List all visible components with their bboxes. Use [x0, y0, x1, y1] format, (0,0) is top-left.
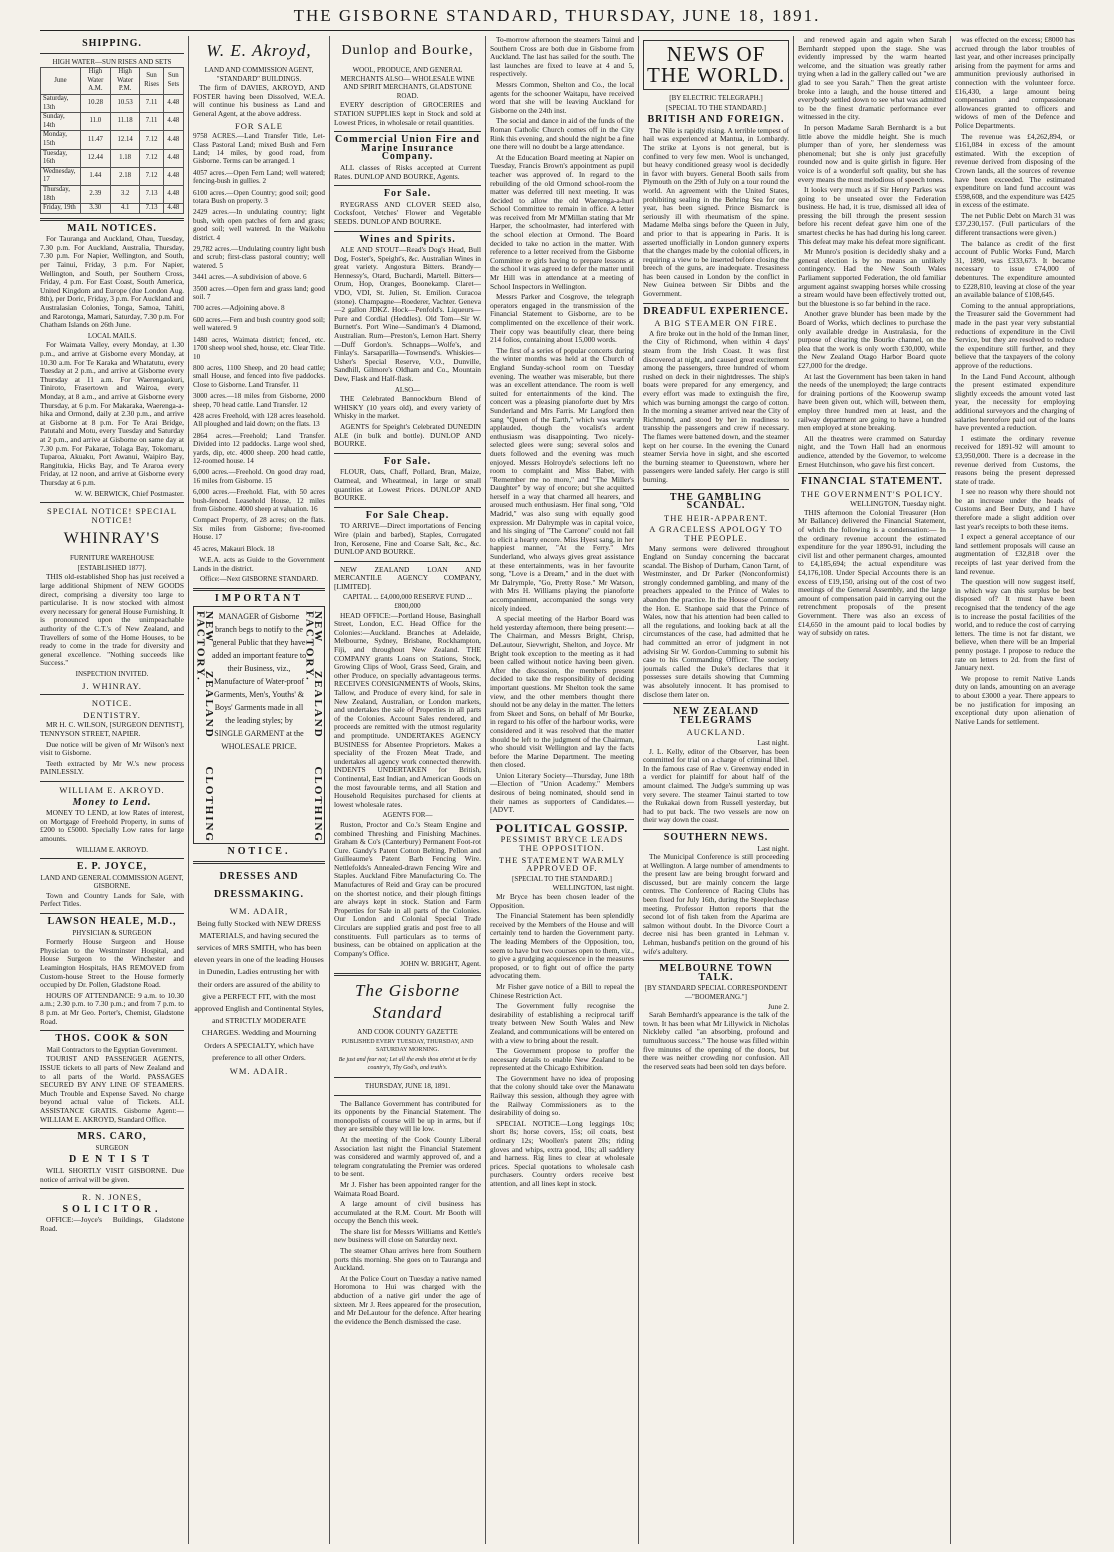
melbourne-paragraph: and renewed again and again when Sarah Bernhardt stepped upon the stage. She was evidently impressed by the warm hearted welcome, and the situation was greatly rather trying when a lad in the gallery called out "we are glad to see you Sarah." Then the great artiste broke into a laugh, and the house tittered and everybody settled down to see what was admitted to be the finest dramatic performance ever witnessed in the city.: [798, 36, 946, 122]
tide-cell: Saturday, 13th: [41, 94, 81, 112]
news-paragraph: The social and dance in aid of the funds of the Roman Catholic Church comes off in the City Rink this evening, and should the night be a fine one there will no doubt be a large attendance.: [490, 116, 634, 152]
melbourne-dateline: June 2.: [768, 1001, 789, 1011]
melbourne-heading: MELBOURNE TOWN TALK.: [659, 963, 773, 983]
sale-item: 6,000 acres.—Freehold. Flat, with 50 acres bush-fenced. Leasehold House, 12 miles from Gisborne. 4000 sheep at valuation. 16: [193, 488, 325, 513]
cook-text: TOURIST AND PASSENGER AGENTS, ISSUE tickets to all parts of New Zealand and to all parts of the World. PASSAGES SECURED BY ANY LINE OF STEAMERS. Much Trouble and Expense Saved. No charge beyond actual value of Tickets. ALL ASSISTANCE GRATIS. Gisborne Agent:—WILLIAM E. AKROYD, Standard Office.: [40, 1054, 184, 1124]
sale-item: 29,782 acres.—Undulating country light bush and scrub; first-class pastoral country; well watered. 5: [193, 245, 325, 270]
wines-text: ALE AND STOUT—Read's Dog's Head, Bull Dog, Foster's, Speight's, &c. Australian Wines in great variety. Angostura Bitters. Brandy—Hennessy's, Otard, Buchardi, Martell. Bitters—Orum, Hop, Oranges, Boonekamp. Claret—VDO, VDI, St. Julien, St. Emilion. Curacoa (stone). Champagne—Roederer, Vachter. Geneva—2 gallon JDKZ. Hock—Penfold's. Liqueurs—Pure and Cordial (Heddles). Old Tom—Sir W. Burnett's. Port Wine—Sandiman's 4 Diamond, Australian. Rum—Preston's, Lemon Hart. Sherry—Duff Gordon's. Schnapps—Wolfe's, and Finlay's. Sarsaparilla—Townsend's. Whiskies—Usher's Special Reserve, V.O., Dunville, Sandhill, Gilmore's Oldham and Co., Mountain Dew, Flask and Half-flask.: [334, 245, 481, 383]
for-sale-heading: For Sale.: [383, 188, 432, 200]
sale-item: Compact Property, of 28 acres; on the flats. Six miles from Gisborne; five-roomed House. 17: [193, 516, 325, 542]
dunlop-text: EVERY description of GROCERIES and STATION SUPPLIES kept in Stock and sold at Lowest Prices, in wholesale or retail quantities.: [334, 100, 481, 127]
tide-cell: Wednesday, 17: [41, 167, 81, 185]
tide-cell: 7.12: [140, 149, 163, 167]
adair-heading: WM. ADAIR,: [229, 906, 289, 916]
tide-cell: 7.11: [140, 94, 163, 112]
column-rule: [793, 36, 794, 1544]
sale-item: 700 acres.—Adjoining above. 8: [193, 304, 285, 313]
financial-paragraph: was effected on the excess; £8000 has accrued through the labor troubles of last year, and other increases principally arising from the payment for arms and ammunition previously authorised in connection with the volunteer force. £16,430, a large amount being compensation and compassionate allowances granted to officers and widows of men of the Defence and Police Departments.: [955, 36, 1075, 130]
dunlop-heading: Dunlop and Bourke,: [341, 43, 474, 58]
news-of-the-world-heading: NEWS OF THE WORLD.: [643, 40, 789, 90]
jones-heading: R. N. JONES,: [82, 1192, 142, 1203]
political-subheading: PESSIMIST BRYCE LEADS THE OPPOSITION.: [500, 834, 624, 854]
column-6: [798, 36, 946, 1544]
akroyd-heading: W. E. Akroyd,: [206, 41, 312, 60]
cook-subheading: Mail Contractors to the Egyptian Government.: [46, 1045, 178, 1054]
financial-paragraph: We propose to remit Native Lands duty on lands, amounting on an average to about £3000 a year. There appears to be no justification for imposing an exceptional duty upon alienation of Native Lands for settlement.: [955, 673, 1075, 726]
gambling-text: Many sermons were delivered throughout England on Sunday concerning the baccarat scandal. The Bishop of Durham, Canon Tarnt, of Westminster, and Dr Parker (Nonconformist) strongly condemned gambling, and many of the preachers appealed to the Prince of Wales to abandon the practice. In the House of Commons the Hon. E. Stanhope said that the Prince of Wales, now that his attention had been called to all the regulations, and looking back at all the circumstances of the case, had admitted that he had committed an error of judgment in not advising Sir W. Gordon-Cumming to submit his case to his Commanding Officer. The society journals called the Duke's declares that it possesses sure details showing that Cumming was absolutely innocent. It has promised to disclose them later on.: [643, 543, 789, 699]
leader-paragraph: A large amount of civil business has accumulated at the R.M. Court. Mr Booth will occupy the Bench this week.: [334, 1199, 481, 1226]
tide-cell: 4.48: [163, 131, 183, 149]
melbourne-text: Sarah Bernhardt's appearance is the talk of the town. It has been what Mr Lillywick in Nicholas Nickleby called "an absorbing, profound and tumultuous success." The house was filled within five minutes of the opening of the doors, but there was neither crowding nor confusion. All the reserved seats had been sold ten days before.: [643, 1010, 789, 1071]
commercial-text: ALL classes of Risks accepted at Current Rates. DUNLOP AND BOURKE, Agents.: [334, 162, 481, 181]
clothing-factory-text: MANAGER of Gisborne branch begs to notify to the general Public that they have added an important feature to their Business, viz., Manufacture of Water-proof Garments, Men's, Youths' & Boys' Garments made in all the leading styles; by SINGLE GARMENT at the WHOLESALE PRICE.: [211, 612, 307, 752]
tide-header-cell: High Water A.M.: [80, 68, 110, 95]
column-rule: [950, 36, 951, 1544]
heale-subheading: PHYSICIAN & SURGEON: [72, 928, 152, 937]
political-heading: POLITICAL GOSSIP.: [495, 820, 629, 835]
sale-item: 4057 acres.—Open Fern Land; well watered; fencing-bush in gullies. 2: [193, 168, 325, 186]
news-source: [BY ELECTRIC TELEGRAPH.]: [669, 94, 763, 102]
tide-cell: 3.2: [110, 185, 140, 203]
akroyd-name: WILLIAM E. AKROYD.: [59, 784, 165, 795]
for-sale-cheap-heading: For Sale Cheap.: [365, 509, 450, 521]
financial-paragraph: The revenue was £4,262,894, or £161,084 in excess of the amount estimated. With the exception of revenue derived from disposing of the Crown lands, all the sources of revenue have been exceeded. The estimated expenditure on land fund account was £598,608, and the expenditure was £425 in excess of the estimate.: [955, 131, 1075, 210]
leader-paragraph: Mr J. Fisher has been appointed ranger for the Waimata Road Board.: [334, 1179, 481, 1198]
political-paragraph: Mr Bryce has been chosen leader of the Opposition.: [490, 892, 634, 910]
joyce-subheading: LAND AND GENERAL COMMISSION AGENT, GISBORNE.: [40, 873, 184, 891]
column-rule: [638, 36, 639, 1544]
commercial-heading: Commercial Union Fire and Marine Insurance Company.: [335, 134, 480, 163]
tide-cell: 4.48: [163, 94, 183, 112]
tide-table: [40, 67, 184, 214]
melbourne-paragraph: Mr Munro's position is decidedly shaky and a general election is by no means an unlikely contingency. Had the New South Wales Parliament supported Federation, the old familiar argument against swapping horses while crossing a stream would have been effectively trotted out, but the bluestone is so far behind in the race.: [798, 247, 946, 308]
whinray-text: THIS old-established Shop has just received a large additional Shipment of NEW GOODS direct, comprising a diversity too large to particularise. It is now stocked with almost every necessary for general House Furnishing. It is pronounced upon the unimpeachable authority of the C.T.'s of New Zealand, and Travellers of some of the Home Houses, to be ready to come in the trade for diversity and general excellence. "Nothing succeeds like Success.": [40, 572, 184, 668]
for-sale-heading: FOR SALE: [235, 120, 283, 131]
financial-paragraph: I estimate the ordinary revenue received for 1891-92 will amount to £3,950,000. There is a decrease in the revenue derived from Customs, the reasons being the present depressed state of trade.: [955, 433, 1075, 486]
sale-item: 6,000 acres.—Freehold. On good dray road, 16 miles from Gisborne. 15: [193, 468, 325, 485]
financial-paragraph: Coming to the annual appropriations, the Treasurer said the Government had made in the past year very substantial reductions of expenditure in the Civil Service, but they are resolved to reduce the expenditure still further, and they believe that the taxpayers of the colony approve of the reductions.: [955, 300, 1075, 370]
heale-heading: LAWSON HEALE, M.D.,: [47, 916, 177, 928]
jones-subheading: SOLICITOR.: [62, 1203, 162, 1215]
wilson-heading: MR H. C. WILSON, [SURGEON DENTIST], TENNYSON STREET, NAPIER.: [40, 720, 184, 738]
political-dateline: WELLINGTON, last night.: [552, 883, 634, 893]
financial-dateline: WELLINGTON, Tuesday night.: [850, 499, 946, 509]
leader-paragraph: At the Police Court on Tuesday a native named Horomona to Hui was charged with the abduction of a native girl under the age of sixteen. Mr J. Rees appeared for the prosecution, and Mr DeLautour for the defence. After hearing the evidence the Bench dismissed the case.: [334, 1273, 481, 1326]
money-text: MONEY TO LEND, at low Rates of interest, on Mortgage of Freehold Property, in sums of £200 to £5000. Specially Low rates for large amounts.: [40, 808, 184, 843]
tide-row: [41, 185, 184, 203]
tide-cell: 4.48: [163, 204, 183, 214]
caro-subheading: SURGEON: [95, 1143, 129, 1152]
special-notice-heading: SPECIAL NOTICE! SPECIAL NOTICE!: [47, 506, 177, 525]
teeth-text: Teeth extracted by Mr W.'s new process PAINLESSLY.: [40, 758, 184, 777]
melbourne-paragraph: All the theatres were crammed on Saturday night, and the Town Hall had an enormous audience, attended by the Governor, to welcome Ernest Hutchinson, who gave his first concert.: [798, 433, 946, 469]
news-source: [SPECIAL TO THE STANDARD.]: [666, 103, 766, 112]
caro-heading: MRS. CARO,: [77, 1131, 147, 1143]
news-paragraph: The first of a series of popular concerts during the winter months was held at the Church of England Sunday-school room on Tuesday evening. The weather was miserable, but there was an excellent attendance. The room is well suited for entertainments of the kind. The concert was a pleasing pianoforte duet by Mrs Sunderland and Mrs Farris. Mr Langford then sang "Queen of the Earth," which was warmly applauded, though the vocalist's ardent enthusiasm was disappointing. Two nicely-selected glees were sung; several solos and duets followed and the evening was much enjoyed. Messrs Holroyde's selections left no room to complaint and Miss Baber, with "Remember me no more," and "The Miller's Daughter" by way of encore; but she acquitted herself in a way that charmed all hearers, and aroused much enthusiasm. Her final song, "Old Madrid," was also sung with equally good expression. Mr Dalrymple was in capital voice, and his singing of "The Carrone" could not fail to elicit a hearty encore. Miss Hyest sang, in her happiest manner, "At the Ferry." Mrs Sunderland, who always gives great assistance at these entertainments, was in her favourite song, "Love is a Dream," and in the duet with Mr Dalrymple, "Go, Pretty Rose." Mr Watson, with Mrs H. Williams playing the pianoforte accompaniment, accompanied the songs very nicely indeed.: [490, 345, 634, 613]
mail-notices-heading: MAIL NOTICES.: [67, 222, 157, 234]
money-heading: Money to Lend.: [72, 796, 152, 808]
financial-paragraph: The question will now suggest itself, in which way can this surplus be best disposed of? It must have been recognised that the tendency of the age is to increase the postal facilities of the world, and to reduce the cost of carrying letters. The time is not far distant, we believe, when there will be an Imperial penny postage. I propose to reduce the rate on letters to 2d. from the first of January next.: [955, 577, 1075, 673]
tide-row: [41, 149, 184, 167]
inspection-invited: INSPECTION INVITED.: [75, 670, 149, 678]
financial-paragraph: The balance as credit of the first account of Public Works Fund, March 31, 1890, was £333,673. It became necessary to issue £74,000 of debentures. The expenditure amounted to £228,810, leaving at close of the year an available balance of £108,645.: [955, 238, 1075, 300]
tide-cell: Friday, 19th: [41, 204, 81, 214]
southern-dateline: Last night.: [757, 843, 789, 853]
gambling-subheading: THE HEIR-APPARENT.: [664, 512, 768, 523]
southern-news-heading: SOUTHERN NEWS.: [663, 831, 769, 843]
sale-item: 428 acres Freehold, with 128 acres leasehold. All ploughed and laid down; on the flats. 13: [193, 411, 325, 429]
wilson-text: Due notice will be given of Mr Wilson's next visit to Gisborne.: [40, 739, 184, 758]
jones-text: OFFICE:—Joyce's Buildings, Gladstone Road.: [40, 1215, 184, 1233]
local-mails-text: For Waimata Valley, every Monday, at 1.30 p.m., and arrive at Gisborne every Monday, at 10.30 a.m. For Te Karaka and Whatatutu, every Tuesday at 2 p.m., and arrive at Gisborne every Thursday at 11 a.m. For Waerengaokuri, Tiniroto, Frasertown and Wairoa, every Monday, at 8 a.m., and arrive at Gisborne every Thursday, at 6 p.m. For Makaraka, Waerenga-a-hika and Ormond, daily at 2.30 p.m., and arrive at Gisborne at 8 p.m. For Te Arai Bridge, Patutahi and Motu, every Tuesday and Saturday at 2 p.m., and arrive at Gisborne on same day at 7.30 p.m. For Pakarae, Tolaga Bay, Tokomaru, Tuparoa, Akuaku, Port Awanui, Waipiro Bay, Rangitukia, Hicks Bay, and Te Araroa every Friday, at 12 noon, and arrive at Gisborne every Thursday at 6 p.m.: [40, 340, 184, 487]
financial-paragraph: The net Public Debt on March 31 was £37,230,157. (Full particulars of the different transactions were given.): [955, 210, 1075, 238]
clothing-factory-ad: [193, 606, 325, 844]
paper-date: THURSDAY, JUNE 18, 1891.: [364, 1081, 451, 1090]
column-7: [955, 36, 1075, 1544]
financial-subheading: THE GOVERNMENT'S POLICY.: [800, 488, 944, 499]
paper-motto: Be just and fear not; Let all the ends thou aim'st at be thy country's, Thy God's, and truth's.: [338, 1056, 477, 1072]
financial-paragraph: I see no reason why there should not be an increase under the heads of Customs and Beer Duty, and I have therefore made a slight addition over last year's receipts to both these items.: [955, 487, 1075, 531]
tide-row: [41, 131, 184, 149]
nzloan-text: HEAD OFFICE:—Portland House, Basinghall Street, London, E.C. Head Office for the Colonies:—Auckland. Branches at Adelaide, Melbourne, Sydney, Brisbane, Rockhampton, Fiji, and throughout New Zealand. THE COMPANY grants Loans on Stations, Stock, Growing Clips of Wool, Grass Seed, Grain, and other Produce, on specially advantageous terms. RECEIVES CONSIGNMENTS of Wools, Skins, Tallow, and Produce of every kind, for sale in New Zealand, Australian, or London markets, and undertakes the sale of Properties in all parts of the Colonies. Account Sales rendered, and proceeds are remitted with the utmost regularity and promptitude. UNDERTAKES AGENCY BUSINESS for Absentee Proprietors. Makes a speciality of the Frozen Meat Trade, and undertakes all agency work connected therewith. INDENTS UNDERTAKEN for British, Continental, East Indian, and American Goods on the most favourable terms, and all Station and Household Requisites purchased for clients at lowest wholesale rates.: [334, 610, 481, 809]
political-paragraph: The Government have no idea of proposing that the colony should take over the Manawatu Railway this session, although they agree with the Railway Commissioners as to the desirability of doing so.: [490, 1073, 634, 1118]
column-3: [334, 36, 481, 1544]
tide-cell: 7.13: [140, 204, 163, 214]
dreadful-subheading: A BIG STEAMER ON FIRE.: [654, 318, 778, 329]
paper-subtitle: AND COOK COUNTY GAZETTE: [357, 1028, 458, 1036]
tide-table-title: HIGH WATER—SUN RISES AND SETS: [52, 57, 172, 66]
tide-cell: 2.39: [80, 185, 110, 203]
bright-signature: JOHN W. BRIGHT, Agent.: [400, 959, 481, 969]
southern-text: The Municipal Conference is still proceeding at Wellington. A large number of amendments to the present law are being brought forward and discussed, but are mainly concern the large centres. The Conference of Racing Clubs has been fixed for July 16th, during the Steeplechase meeting. Professor Hutton reports that the second lot of fish taken from the Aparima are salmon without doubt. In the Divorce Court a decree nisi has been granted in Lehman v. Lehman, husband's petition on the ground of his wife's adultery.: [643, 852, 789, 956]
tide-cell: 11.0: [80, 113, 110, 131]
tide-cell: 7.11: [140, 113, 163, 131]
auckland-dateline: Last night.: [757, 737, 789, 747]
notice2-heading: NOTICE.: [227, 846, 291, 858]
column-rule: [329, 36, 330, 1544]
tide-cell: 10.28: [80, 94, 110, 112]
mail-notices-text: For Tauranga and Auckland, Ohau, Tuesday, 7.30 p.m. For Auckland, Australia, Thursday, 7.30 p.m. For Napier, Wellington, and South, per Tainui, Friday, 3 p.m. For Napier, Wellington, and South, per Southern Cross, Friday, 4 p.m. For East Coast, South America, United Kingdom and Europe (due London Aug. 8th), per Doric, Friday, 3 p.m. For Auckland and Australasian Colonies, Tonga, Samoa, Tahiti, and Rarotonga, Mamari, Saturday, 7.30 p.m. For Chatham Islands on 26th June.: [40, 234, 184, 330]
tide-header-cell: High Water P.M.: [110, 68, 140, 95]
tide-cell: 1.44: [80, 167, 110, 185]
melbourne-paragraph: At last the Government has been taken in hand the needs of the unemployed; the large contracts for draining portions of the Koowerup swamp have been given out, which will, between them, employ three hundred men at least, and the railway department are going to have a hundred men employed at stone breaking.: [798, 371, 946, 433]
tide-row: [41, 167, 184, 185]
news-paragraph: At the Education Board meeting at Napier on Tuesday, Francis Brown's appointment as pupil teacher was approved of. In regard to the rebuilding of the old Ormond school-room the matter was deferred till next meeting. It was decided to allow the old Waerenga-a-huri School Committee to remain in office. A letter was received from Mr M'Millan stating that Mr Harper, the schoolmaster, had interfered with the school election at Ormond. The Board decided to take no action in the matter. With reference to a letter received from the Gisborne Committee re girls having to prepare lessons at the school it was agreed to defer the matter until Mr Hill was in attendance at a meeting of School Inspectors in Wellington.: [490, 152, 634, 291]
sale-item: 3000 acres.—18 miles from Gisborne, 2000 sheep, 70 head cattle. Land Transfer. 12: [193, 392, 325, 409]
political-paragraph: The Government propose to proffer the necessary details to enable New Zealand to be represented at the Chicago Exhibition.: [490, 1046, 634, 1073]
tide-cell: 7.12: [140, 131, 163, 149]
akroyd-subheading: LAND AND COMMISSION AGENT, "STANDARD" BUILDINGS.: [204, 66, 314, 83]
tide-cell: 1.18: [110, 149, 140, 167]
masthead: THE GISBORNE STANDARD, THURSDAY, JUNE 18, 1891.: [293, 6, 821, 25]
news-paragraph: Messrs Parker and Cosgrove, the telegraph operators engaged in the transmission of the Financial Statement to Gisborne, are to be complimented on the excellence of their work. Their copy was beautifully clear, there being 214 folios, containing about 15,000 words.: [490, 292, 634, 345]
dreadful-text: A fire broke out in the hold of the Inman liner, the City of Richmond, when within 4 days' steam from the Irish Coast. It was first discovered at night, and caused great excitement among the passengers, three hundred of whom rushed on deck in their nightdresses. The ship's boats were prepared for any emergency, and every effort was made to extinguish the fire, which was burning amongst the cargo of cotton. In the morning a steamer arrived near the City of Richmond, and stood by her in readiness to transship the passengers and crew if necessary. The flames were battened down, and the steamer kept on her course. In the evening the Cunard steamer Servia hove in sight, and she escorted the burning steamer to Queenstown, where her passengers were landed safely. Her cargo is still burning.: [643, 328, 789, 484]
speight-text: AGENTS for Speight's Celebrated DUNEDIN ALE (in bulk and bottle). DUNLOP AND BOURKE.: [334, 421, 481, 449]
auckland-text: J. L. Kelly, editor of the Observer, has been committed for trial on a charge of criminal libel. In the famous case of Rae v. Greenway ended in a verdict for plaintiff for about half of the amount claimed. The Judge's summing up was very severe. The steamer Tainui started to tow the Rukakai down from Russell yesterday, but had to put back. The two vessels are now on their way down the coast.: [643, 746, 789, 825]
clothing-factory-label-right: NEW ZEALAND CLOTHING FACTORY.: [303, 611, 324, 844]
nzloan-capital: CAPITAL ... £4,000,000 RESERVE FUND ... £800,000: [342, 593, 473, 611]
bannockburn-text: THE Celebrated Bannockburn Blend of WHISKY (10 years old), and every variety of Whisky in the market.: [334, 394, 481, 421]
gambling-subheading-2: A GRACELESS APOLOGY TO THE PEOPLE.: [649, 524, 783, 543]
postmaster-signature: W. W. BERWICK, Chief Postmaster.: [74, 488, 184, 498]
gambling-heading: THE GAMBLING SCANDAL.: [669, 491, 763, 512]
tide-cell: Monday, 15th: [41, 131, 81, 149]
ryegrass-text: RYEGRASS AND CLOVER SEED also, Cocksfoot, Vetches' Flower and Vegetable SEEDS. DUNLOP AND BOURKE.: [334, 199, 481, 226]
akroyd-text: The firm of DAVIES, AKROYD, AND FOSTER having been Dissolved, W.E.A. will continue his business as Land and General Agent, at the above address.: [193, 83, 325, 118]
column-5: [643, 36, 789, 1544]
joyce-heading: E. P. JOYCE,: [76, 861, 148, 873]
tide-cell: 2.18: [110, 167, 140, 185]
melbourne-paragraph: In person Madame Sarah Bernhardt is a but little above the middle height. She is much plumper than of yore, her slenderness was phenomenal; but she is only just gracefully rounded now and is quite girlish in figure. Her voice is of a wonderful soft quality, but she has every means the most melodious of speech tones.: [798, 122, 946, 184]
financial-paragraph: In the Land Fund Account, although the present estimated expenditure slightly exceeds the amount voted last year, the necessity for employing additional surveyors and the charging of salaries heretofore paid out of the loans have prevented a reduction.: [955, 371, 1075, 433]
financial-text: THIS afternoon the Colonial Treasurer (Hon Mr Ballance) delivered the Financial Statement, of which the following is a condensation:— In the ordinary revenue account the estimated expenditure for the year 1890-91, including the civil list and other permanent charges, amounted to £4,185,694; the actual expenditure was £4,176,108. Under Special Accounts there is an excess of £19,150, arising out of the cost of two meetings of the General Assembly, and the large amount of compensation paid in carrying out the retrenchment proposals of the present Government. There was also an excess of £14,650 in the amount paid to local bodies by way of subsidy on rates.: [798, 507, 946, 638]
political-subheading: THE STATEMENT WARMLY APPROVED OF.: [498, 854, 626, 874]
adair-signature: WM. ADAIR.: [229, 1066, 289, 1077]
paper-publication: PUBLISHED EVERY TUESDAY, THURSDAY, AND SATURDAY MORNING.: [341, 1038, 474, 1054]
cheap-text: TO ARRIVE—Direct importations of Fencing Wire (plain and barbed), Staples, Corrugated Iron, Kerosene, Fine and Coarse Salt, &c., &c. DUNLOP AND BOURKE.: [334, 521, 481, 557]
guide-text: W.E.A. acts as Guide to the Government Lands in the district.: [193, 555, 325, 573]
tide-cell: 4.48: [163, 167, 183, 185]
melbourne-source: [BY STANDARD SPECIAL CORRESPONDENT—"BOOMERANG."]: [644, 984, 788, 1001]
tide-cell: 4.48: [163, 185, 183, 203]
leader-paragraph: The share list for Messrs Williams and Kettle's new business will close on Saturday next.: [334, 1226, 481, 1245]
tide-cell: 11.47: [80, 131, 110, 149]
tide-cell: 10.53: [110, 94, 140, 112]
column-rule: [188, 36, 189, 1544]
local-mails-heading: LOCAL MAILS.: [87, 331, 137, 340]
clothing-factory-label-left: NEW ZEALAND CLOTHING FACTORY.: [194, 611, 216, 844]
column-rule: [485, 36, 486, 1544]
tide-cell: Thursday, 18th: [41, 185, 81, 203]
also-label: ALSO—: [394, 385, 421, 394]
sale-item: 3500 acres.—Open fern and grass land; good soil. 7: [193, 284, 325, 302]
auckland-heading: AUCKLAND.: [686, 727, 746, 738]
sale-item: 3441 acres.—A subdivision of above. 6: [193, 273, 307, 282]
tide-row: [41, 113, 184, 131]
news-paragraph: To-morrow afternoon the steamers Tainui and Southern Cross are both due in Gisborne from Auckland. The last has sailed for the south. The last launches are fixed to leave at 4 and 5, respectively.: [490, 36, 634, 79]
tide-cell: Sunday, 14th: [41, 113, 81, 131]
sale-item: 600 acres.—Fern and bush country good soil; well watered. 9: [193, 315, 325, 333]
leader-paragraph: The steamer Ohau arrives here from Southern ports this morning. She goes on to Tauranga and Auckland.: [334, 1246, 481, 1273]
tide-cell: 4.48: [163, 149, 183, 167]
paper-title: The Gisborne Standard: [354, 981, 461, 1022]
column-1: [40, 36, 184, 1544]
dresses-heading: DRESSES AND DRESSMAKING.: [213, 871, 305, 900]
flour-text: FLOUR, Oats, Chaff, Pollard, Bran, Maize, Oatmeal, and Wheatmeal, in large or small quantities at Lowest Prices. DUNLOP AND BOURKE.: [334, 467, 481, 503]
nz-telegrams-heading: NEW ZEALAND TELEGRAMS: [672, 706, 760, 726]
column-2: [193, 36, 325, 1544]
wines-heading: Wines and Spirits.: [359, 233, 456, 245]
whinray-signature: J. WHINRAY.: [82, 680, 142, 691]
agents-heading: AGENTS FOR—: [382, 811, 433, 820]
shipping-heading: SHIPPING.: [82, 38, 142, 49]
for-sale-heading-2: For Sale.: [383, 455, 432, 467]
whinray-established: [ESTABLISHED 1877].: [77, 563, 147, 572]
advt-paragraph: Union Literary Society—Thursday, June 18th—Election of "Union Academy." Members desirous of being nominated, should send in their names as supporters of Candidates.—[ADVT.: [490, 770, 634, 815]
masthead-rule: [40, 30, 1074, 31]
melbourne-paragraph: Another grave blunder has been made by the Board of Works, which declines to purchase the only available dredge in Australasia, for the purpose of clearing the Bourke channel, on the plea that the work is only worth £30,000, while the New Zealand Otago Harbor Board quote £27,000 for the dredge.: [798, 309, 946, 370]
news-paragraph: Messrs Common, Shelton and Co., the local agents for the schooner Waitapu, have received word that she will be leaving Auckland for Gisborne on the 24th inst.: [490, 79, 634, 115]
tide-cell: 12.44: [80, 149, 110, 167]
sale-list: [193, 132, 325, 553]
cook-heading: THOS. COOK & SON: [55, 1033, 169, 1045]
news-paragraph: A special meeting of the Harbor Board was held yesterday afternoon, there being present:—The Chairman, and Messrs Bright, Chrisp, DeLautour, Sievwright, Shelton, and Joyce. Mr Bright took exception to the meeting as it had been called without notice having been given. After the discussion, the members present decided to take the responsibility of deciding important questions. Mr Shelton took the same view, and the other members thought there should not be any delay in the matter. The letters from Skeet and Sons, on behalf of Mr Bourke, in regard to his offer of the harbour works, were considered and it was resolved that the matter should be left to the judgment of the Chairman, who should visit Wellington and lay the facts before the Marine Department. The meeting then closed.: [490, 614, 634, 770]
leader-paragraph: The Ballance Government has contributed for its opponents by the Financial Statement. The monopolists of course will be up in arms, but if they are sensible they will lie low.: [334, 1098, 481, 1134]
political-source: [SPECIAL TO THE STANDARD.]: [512, 874, 612, 883]
political-paragraph: The Government fully recognise the desirability of establishing a reciprocal tariff treaty between New South Wales and New Zealand, and communications will be entered on with a view to bring about the result.: [490, 1001, 634, 1045]
tide-cell: 11.18: [110, 113, 140, 131]
nzloan-heading: NEW ZEALAND LOAN AND MERCANTILE AGENCY COMPANY, [LIMITED].: [334, 564, 481, 591]
tide-cell: 4.1: [110, 204, 140, 214]
caro-text: WILL SHORTLY VISIT GISBORNE. Due notice of arrival will be given.: [40, 1165, 184, 1184]
money-signature: WILLIAM E. AKROYD.: [76, 845, 148, 854]
sale-item: 9758 ACRES.—Land Transfer Title, Let-Class Pastoral Land; mixed Bush and Fern Land; 14 miles, by good road, from Gisborne. Terms can be arranged. 1: [193, 132, 325, 166]
british-foreign-text: The Nile is rapidly rising. A terrible tempest of hail was experienced at Mantua, in Lombardy. The strike at Lyons is not general, but is confined to very few men. Wool is unchanged, but heavy conditioned greasy wool is decidedly in favor with buyers. General Booth sails from Plymouth on the 29th of July on a tour round the world. An agreement with the United States, prohibiting sealing in the Behring Sea for one year, has been signed. Prince Bismarck is seriously ill with rheumatism of the spine. Madame Melba sings before the Queen in July, and prior to that is appearing in Paris. It is asserted unofficially in London gunnery experts that the changes made by the colonial officers, in requiring a view to be inserted before closing the breech of the guns, are inadequate. Tresasiness has been caused in London by the conflict in New Guinea between Sir Dibbs and the Government.: [643, 125, 789, 299]
office-text: Office:—Next GISBORNE STANDARD.: [199, 575, 319, 584]
tide-row: [41, 204, 184, 214]
adair-text: Being fully Stocked with NEW DRESS MATERIALS, and having secured the services of MRS SMITH, who has been eleven years in one of the leading Houses in Dunedin, Ladies entrusting her with their orders are assured of the ability to give a PERFECT FIT, with the most approved English and Continental Styles, and STRICTLY MODERATE CHARGES. Wedding and Mourning Orders A SPECIALTY, which have preference to all other Orders.: [194, 918, 324, 1062]
heale-text: Formerly House Surgeon and House Physician to the Westminster Hospital, and House Surgeon to the Winchester and Leamington Hospitals, HAS REMOVED from Custom-house Street to the House formerly occupied by Dr. Pollen, Gladstone Road.: [40, 937, 184, 990]
sale-item: 1480 acres, Waimata district; fenced, etc. 1700 sheep wool shed, house, etc. Clear Title. 10: [193, 335, 325, 361]
sale-item: 6100 acres.—Open Country; good soil; good totara Bush on property. 3: [193, 188, 325, 205]
tide-cell: 3.30: [80, 204, 110, 214]
tide-header-cell: June: [41, 68, 81, 95]
dunlop-subheading: WOOL, PRODUCE, AND GENERAL MERCHANTS ALSO— WHOLESALE WINE AND SPIRIT MERCHANTS, GLADSTONE ROAD.: [340, 66, 475, 100]
heale-hours: HOURS OF ATTENDANCE: 9 a.m. to 10.30 a.m.; 2.30 p.m. to 7.30 p.m.; and from 7 p.m. to 8 p.m. at Mr Geo. Porter's, Chemist, Gladstone Road.: [40, 990, 184, 1026]
notice-heading: NOTICE.: [91, 698, 133, 709]
whinray-heading: WHINRAY'S: [63, 530, 161, 548]
tide-cell: 4.48: [163, 113, 183, 131]
tide-header-cell: Sun Sets: [163, 68, 183, 95]
dentistry-heading: DENTISTRY.: [83, 709, 141, 720]
tide-cell: 7.13: [140, 185, 163, 203]
political-paragraph: The Financial Statement has been splendidly received by the Members of the House and will certainly tend to harden the Government party. The leading Members of the Opposition, too, seem to have but two courses open to them, viz., to give a grudging acquiescence in the measures proposed, or to fight out of office the party advocating them.: [490, 911, 634, 981]
joyce-text: Town and Country Lands for Sale, with Perfect Titles.: [40, 890, 184, 909]
tide-row: [41, 94, 184, 112]
political-paragraph: Mr Fisher gave notice of a Bill to repeal the Chinese Restriction Act.: [490, 981, 634, 1000]
tide-cell: 7.12: [140, 167, 163, 185]
tide-header-cell: Sun Rises: [140, 68, 163, 95]
financial-paragraph: I expect a general acceptance of our land settlement proposals will cause an augmentation of £32,818 over the receipts of last year derived from the land revenue.: [955, 532, 1075, 576]
whinray-subheading: FURNITURE WAREHOUSE: [69, 554, 155, 563]
melbourne-paragraph: It looks very much as if Sir Henry Parkes was going to be unseated over the Federation business. He had, it is true, dismissed all idea of pressing the bill through the present session before his recent defeat gave him one of the smartest checks he has had during his long career. This defeat may make his defeat more significant.: [798, 185, 946, 246]
dreadful-heading: DREADFUL EXPERIENCE.: [643, 305, 789, 317]
special-notice-ad: SPECIAL NOTICE—Long leggings 10s; short 8s; horse covers, 15s; oil coats, best ordinary 12s; Woollen's patent 20s; riding gloves and whips, extra good, 10s; all saddlery and harness. Rig lines to clear at wholesale prices. Special quotations to wholesale cash purchasers. Country orders receive best attention, and all lines kept in stock.: [490, 1118, 634, 1188]
sale-item: 2429 acres.—In undulating country; light bush, with open patches of fern and grass; good soil; well watered. In the Waikohu district. 4: [193, 208, 325, 242]
sale-item: 45 acres, Makauri Block. 18: [193, 544, 275, 553]
agents-text: Ruston, Proctor and Co.'s Steam Engine and combined Threshing and Finishing Machines. Graham & Co's (Canterbury) Permanent Foot-rot Cure. Gandy's Patent Cotton Belting. Pellon and Guilleaume's Patent Barb Fencing Wire. Nettlefolds's Annealed-drawn Fencing Wire and Staples. Auckland Fibre Manufacturing Co. The Manufactures of Reid and Gray can be procured on the shortest notice, and their plough fittings are always kept in stock. Station and Farm Properties for Sale in all parts of the Colonies. Our London and Colonial Special Trade Circulars are supplied gratis and post free to all constituents. Full particulars as to terms of business, can be obtained on application at the Company's Office.: [334, 819, 481, 958]
british-foreign-heading: BRITISH AND FOREIGN.: [647, 114, 785, 126]
important-heading: IMPORTANT: [214, 592, 304, 604]
sale-item: 800 acres, 1100 Sheep, and 20 head cattle; small House, and fenced into five paddocks. Close to Gisborne. Land Transfer. 11: [193, 363, 325, 389]
financial-heading: FINANCIAL STATEMENT.: [801, 476, 943, 488]
caro-dentist: DENTIST: [69, 1154, 155, 1166]
tide-cell: 12.14: [110, 131, 140, 149]
sale-item: 2864 acres.—Freehold; Land Transfer. Divided into 12 paddocks. Large wool shed, yards, dip, etc. 4000 sheep. 200 head cattle, 12-roomed house. 14: [193, 431, 325, 465]
column-4: [490, 36, 634, 1544]
leader-paragraph: At the meeting of the Cook County Liberal Association last night the Financial Statement was considered and warmly approved of, and a telegram congratulating the Premier was ordered to be sent.: [334, 1134, 481, 1179]
tide-cell: Tuesday, 16th: [41, 149, 81, 167]
